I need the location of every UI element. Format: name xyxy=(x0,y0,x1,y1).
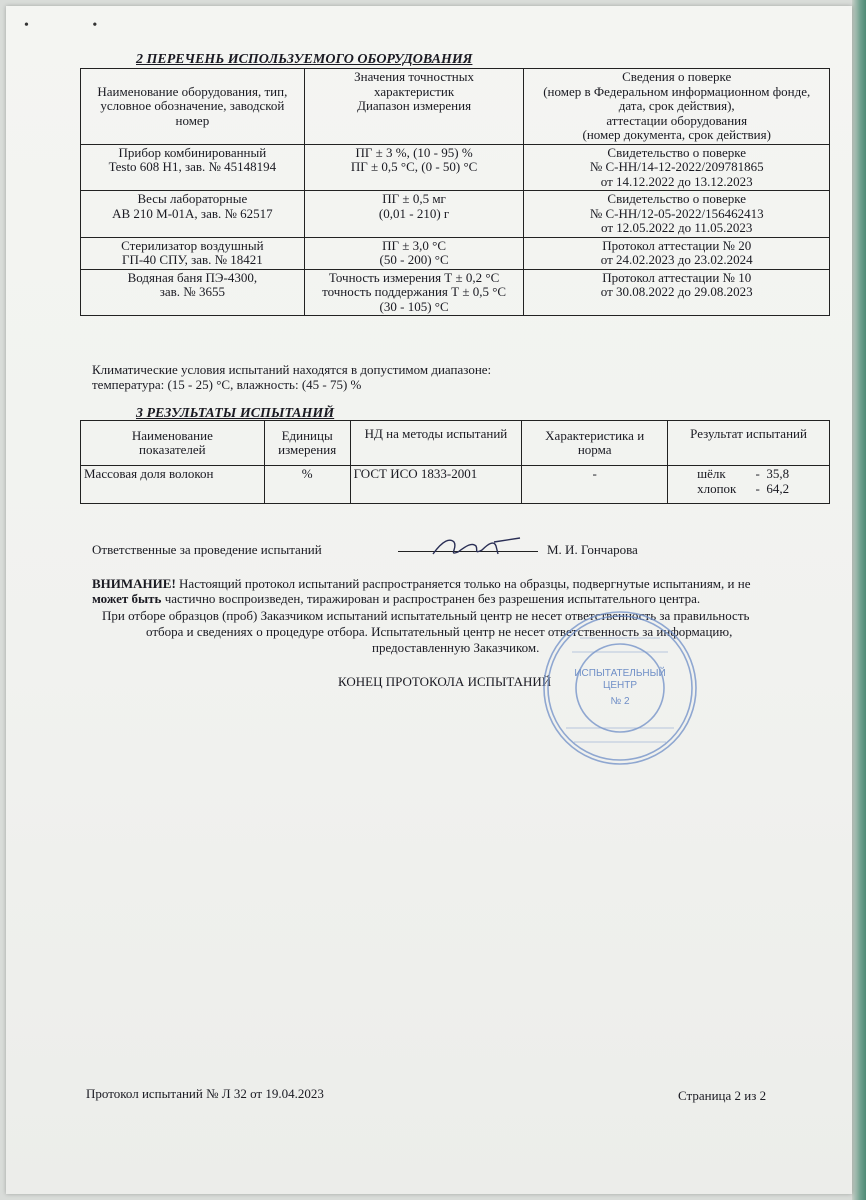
result-line: шёлк - 35,8 xyxy=(697,466,790,481)
equipment-accuracy-cell: ПГ ± 0,5 мг (0,01 - 210) г xyxy=(304,191,524,238)
equipment-row xyxy=(81,237,830,269)
results-method-cell: ГОСТ ИСО 1833-2001 xyxy=(350,466,522,504)
equipment-table xyxy=(80,68,830,316)
equipment-row xyxy=(81,144,830,191)
results-name-cell: Массовая доля волокон xyxy=(81,466,265,504)
results-header-norm: Характеристика и норма xyxy=(522,421,668,466)
equipment-accuracy-cell: Точность измерения Т ± 0,2 °С точность поддержания Т ± 0,5 °С (30 - 105) °С xyxy=(304,269,524,316)
signature xyxy=(428,532,528,562)
climate-line-2: температура: (15 - 25) °С, влажность: (45 - 75) % xyxy=(92,377,362,392)
notice-line-5: предоставленную Заказчиком. xyxy=(372,640,540,655)
notice-line-3: При отборе образцов (проб) Заказчиком испытаний испытательный центр не несет ответственность за правильность xyxy=(102,608,750,623)
end-of-protocol: КОНЕЦ ПРОТОКОЛА ИСПЫТАНИЙ xyxy=(338,674,552,689)
result-line: хлопок - 64,2 xyxy=(697,480,790,496)
results-header-row xyxy=(81,421,830,466)
equipment-header-name: Наименование оборудования, тип, условное обозначение, заводской номер xyxy=(81,69,305,145)
results-value-cell xyxy=(668,466,830,504)
equipment-header-row xyxy=(81,69,830,145)
footer-protocol: Протокол испытаний № Л 32 от 19.04.2023 xyxy=(86,1086,324,1101)
climate-line-1: Климатические условия испытаний находятся в допустимом диапазоне: xyxy=(92,362,492,377)
equipment-verification-cell: Свидетельство о поверке № С-НН/14-12-2022/209781865 от 14.12.2022 до 13.12.2023 xyxy=(524,144,830,191)
footer-page: Страница 2 из 2 xyxy=(678,1088,767,1103)
equipment-verification-cell: Протокол аттестации № 20 от 24.02.2023 до 23.02.2024 xyxy=(524,237,830,269)
equipment-verification-cell: Протокол аттестации № 10 от 30.08.2022 до 29.08.2023 xyxy=(524,269,830,316)
equipment-row xyxy=(81,269,830,316)
results-unit-cell: % xyxy=(264,466,350,504)
equipment-accuracy-cell: ПГ ± 3,0 °С (50 - 200) °С xyxy=(304,237,524,269)
equipment-accuracy-cell: ПГ ± 3 %, (10 - 95) % ПГ ± 0,5 °С, (0 - 50) °С xyxy=(304,144,524,191)
notice-line-1: ВНИМАНИЕ! Настоящий протокол испытаний распространяется только на образцы, подвергнутые испытаниям, и не xyxy=(92,576,751,591)
corner-marks: • • xyxy=(24,18,128,33)
section-3-title: 3 РЕЗУЛЬТАТЫ ИСПЫТАНИЙ xyxy=(136,406,335,421)
equipment-name-cell: Водяная баня ПЭ-4300, зав. № 3655 xyxy=(81,269,305,316)
stamp-text-1: ИСПЫТАТЕЛЬНЫЙ xyxy=(574,668,666,679)
stamp-text-2: ЦЕНТР xyxy=(602,680,638,691)
results-row xyxy=(81,466,830,504)
climate-conditions xyxy=(92,362,491,392)
equipment-name-cell: Весы лабораторные АВ 210 М-01А, зав. № 62517 xyxy=(81,191,305,238)
responsible-name: М. И. Гончарова xyxy=(547,542,638,557)
notice-line-4: отбора и сведениях о процедуре отбора. Испытательный центр не несет ответственность за информацию, xyxy=(146,624,733,639)
equipment-header-accuracy: Значения точностных характеристик Диапазон измерения xyxy=(304,69,524,145)
equipment-header-verification: Сведения о поверке (номер в Федеральном информационном фонде, дата, срок действия), аттестации оборудования (номер документа, срок действия) xyxy=(524,69,830,145)
results-header-method: НД на методы испытаний xyxy=(350,421,522,466)
stamp-text-3: № 2 xyxy=(610,696,630,707)
equipment-name-cell: Прибор комбинированный Testo 608 Н1, зав. № 45148194 xyxy=(81,144,305,191)
section-2-title: 2 ПЕРЕЧЕНЬ ИСПОЛЬЗУЕМОГО ОБОРУДОВАНИЯ xyxy=(136,52,473,67)
background-edge xyxy=(852,0,866,1200)
responsible-label: Ответственные за проведение испытаний xyxy=(92,542,322,557)
equipment-verification-cell: Свидетельство о поверке № С-НН/12-05-2022/156462413 от 12.05.2022 до 11.05.2023 xyxy=(524,191,830,238)
results-norm-cell: - xyxy=(522,466,668,504)
results-header-unit: Единицы измерения xyxy=(264,421,350,466)
equipment-row xyxy=(81,191,830,238)
official-stamp xyxy=(540,608,700,768)
results-table xyxy=(80,420,830,504)
equipment-name-cell: Стерилизатор воздушный ГП-40 СПУ, зав. № 18421 xyxy=(81,237,305,269)
results-header-result: Результат испытаний xyxy=(668,421,830,466)
results-header-name: Наименование показателей xyxy=(81,421,265,466)
notice-line-2: может быть частично воспроизведен, тиражирован и распространен без разрешения испытательного центра. xyxy=(92,591,701,606)
